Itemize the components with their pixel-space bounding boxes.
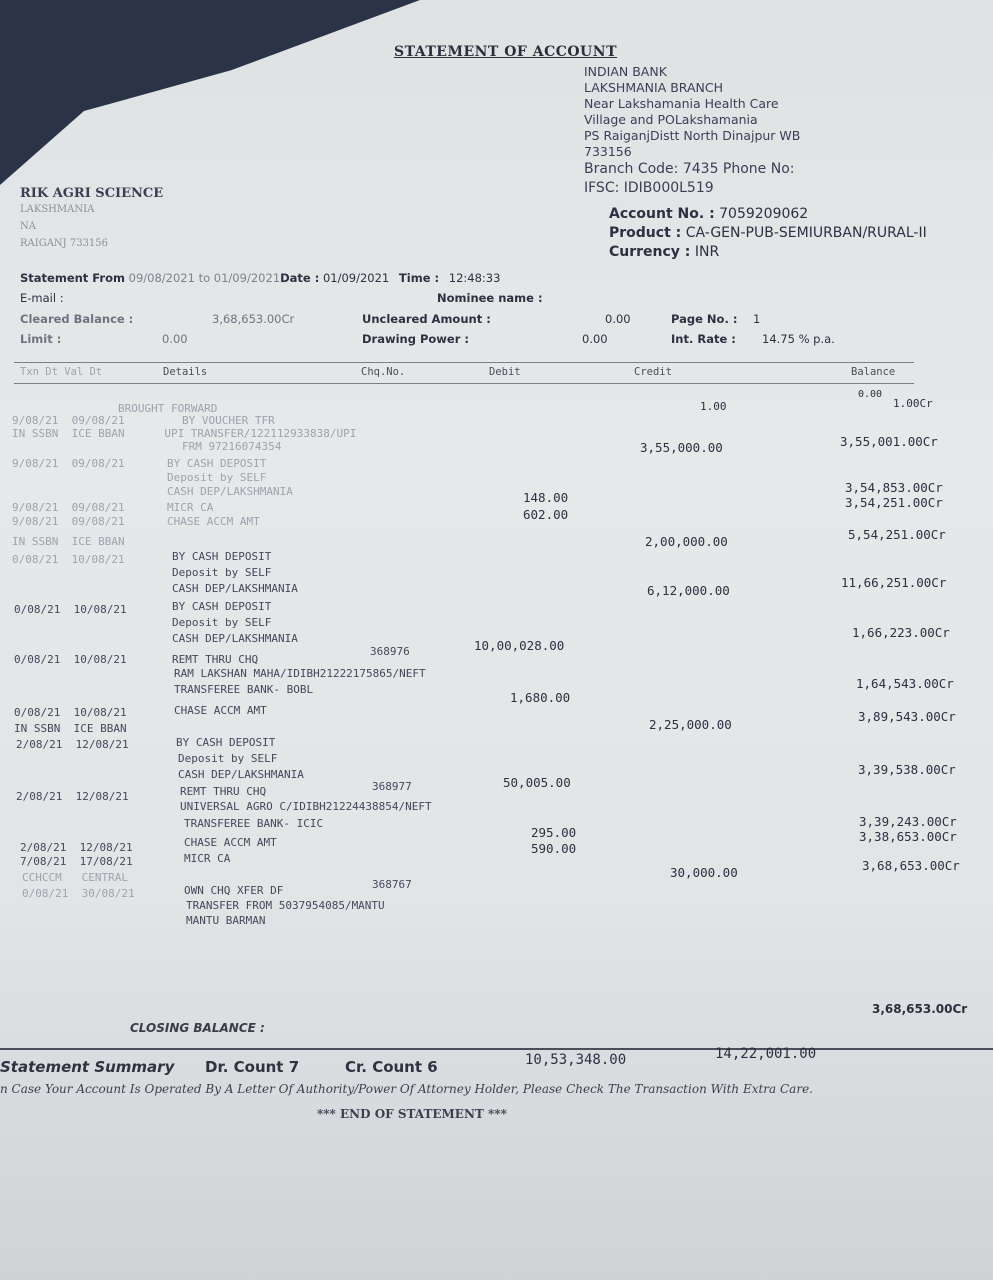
uncleared-amount-value: 0.00 <box>605 312 631 326</box>
balance-cell: 1,64,543.00Cr <box>856 676 954 691</box>
debit-total: 10,53,348.00 <box>525 1052 627 1068</box>
end-of-statement: *** END OF STATEMENT *** <box>317 1107 507 1121</box>
balance-cell: 3,55,001.00Cr <box>840 434 938 449</box>
account-no-value: 7059209062 <box>719 206 809 222</box>
account-info-block <box>609 205 927 262</box>
txn-dates: 0/08/21 10/08/21 <box>14 653 127 666</box>
credit-cell: 30,000.00 <box>670 865 738 880</box>
product-label: Product : <box>609 225 682 241</box>
txn-details: IN SSBN ICE BBAN <box>12 535 125 548</box>
txn-details: REMT THRU CHQ <box>180 785 267 798</box>
bank-line: Near Lakshamania Health Care <box>584 96 779 111</box>
balance-cell: 1.00Cr <box>893 397 933 410</box>
dr-count: Dr. Count 7 <box>205 1058 300 1076</box>
page-no-label: Page No. : <box>671 312 738 326</box>
bank-line: Branch Code: 7435 Phone No: <box>584 161 795 177</box>
txn-details: OWN CHQ XFER DF <box>184 884 284 897</box>
txn-details: BY CASH DEPOSIT <box>176 736 276 749</box>
statement-period <box>20 271 500 285</box>
txn-details: FRM 97216074354 <box>182 440 282 453</box>
col-header-balance: Balance <box>851 366 896 378</box>
col-header-debit: Debit <box>489 366 521 378</box>
currency-value: INR <box>694 244 720 260</box>
to-label: to <box>198 271 211 285</box>
txn-dates: 0/08/21 30/08/21 <box>22 887 135 900</box>
balance-cell: 3,38,653.00Cr <box>859 829 957 844</box>
time-label: Time : <box>398 271 440 285</box>
interest-rate-value: 14.75 % p.a. <box>762 332 835 346</box>
txn-dates: 9/08/21 09/08/21 <box>12 414 125 427</box>
dark-background-corner <box>0 0 420 185</box>
currency-label: Currency : <box>609 244 691 260</box>
txn-dates: 0/08/21 10/08/21 <box>14 706 127 719</box>
bank-line: PS RaiganjDistt North Dinajpur WB <box>584 128 801 143</box>
txn-details: IN SSBN ICE BBAN <box>14 722 127 735</box>
txn-details: CHASE ACCM AMT <box>174 704 267 717</box>
txn-dates: 9/08/21 09/08/21 <box>12 457 125 470</box>
to-value: 01/09/2021 <box>213 271 281 285</box>
drawing-power-value: 0.00 <box>582 332 608 346</box>
txn-details: BY CASH DEPOSIT <box>167 457 267 470</box>
bank-line: LAKSHMANIA BRANCH <box>584 80 724 95</box>
bank-address-block <box>584 64 800 198</box>
customer-address-line: LAKSHMANIA <box>20 204 95 215</box>
debit-cell: 148.00 <box>523 490 569 505</box>
customer-block <box>20 186 163 252</box>
credit-cell: 2,00,000.00 <box>645 534 728 549</box>
txn-details: Deposit by SELF <box>167 471 267 484</box>
customer-address-line: RAIGANJ 733156 <box>20 238 109 249</box>
balance-cell: 0.00 <box>858 389 883 400</box>
txn-details: IN SSBN ICE BBAN UPI TRANSFER/122112933838/UPI <box>12 427 357 440</box>
txn-details: MICR CA <box>167 501 214 514</box>
page-no-value: 1 <box>753 312 761 326</box>
col-header-chq: Chq.No. <box>361 366 406 378</box>
chq-cell: 368977 <box>372 780 412 793</box>
brought-forward: BROUGHT FORWARD <box>118 402 218 415</box>
balance-cell: 5,54,251.00Cr <box>848 527 946 542</box>
statement-title: STATEMENT OF ACCOUNT <box>394 44 617 60</box>
balance-cell: 3,54,853.00Cr <box>845 480 943 495</box>
closing-balance-label: CLOSING BALANCE : <box>130 1021 265 1035</box>
col-header-credit: Credit <box>634 366 672 378</box>
table-header-rule <box>14 383 914 384</box>
txn-dates: 2/08/21 12/08/21 <box>16 790 129 803</box>
txn-details: BY VOUCHER TFR <box>182 414 275 427</box>
balance-cell: 3,68,653.00Cr <box>862 858 960 873</box>
txn-dates: 9/08/21 09/08/21 <box>12 515 125 528</box>
time-value: 12:48:33 <box>448 271 501 285</box>
footer-note: n Case Your Account Is Operated By A Letter Of Authority/Power Of Attorney Holder, Please Check The Transaction With Extra Care. <box>0 1082 813 1096</box>
credit-cell: 1.00 <box>700 400 727 413</box>
credit-total: 14,22,001.00 <box>715 1046 817 1062</box>
debit-cell: 590.00 <box>531 841 577 856</box>
txn-details: UNIVERSAL AGRO C/IDIBH21224438854/NEFT <box>180 800 432 813</box>
summary-rule <box>0 1048 993 1050</box>
balance-cell: 3,89,543.00Cr <box>858 709 956 724</box>
limit-value: 0.00 <box>162 332 188 346</box>
balance-cell: 3,39,538.00Cr <box>858 762 956 777</box>
txn-details: CASH DEP/LAKSHMANIA <box>172 632 298 645</box>
balance-cell: 3,54,251.00Cr <box>845 495 943 510</box>
txn-dates: 0/08/21 10/08/21 <box>12 553 125 566</box>
bank-line: IFSC: IDIB000L519 <box>584 180 714 196</box>
txn-details: CASH DEP/LAKSHMANIA <box>172 582 298 595</box>
closing-balance-value: 3,68,653.00Cr <box>872 1002 968 1016</box>
credit-cell: 3,55,000.00 <box>640 440 723 455</box>
txn-dates: 0/08/21 10/08/21 <box>14 603 127 616</box>
bank-line: INDIAN BANK <box>584 64 667 79</box>
txn-details: MICR CA <box>184 852 231 865</box>
txn-details: Deposit by SELF <box>172 616 272 629</box>
col-header-dates: Txn Dt Val Dt <box>20 366 103 378</box>
txn-details: MANTU BARMAN <box>186 914 266 927</box>
txn-details: BY CASH DEPOSIT <box>172 600 272 613</box>
nominee-label: Nominee name : <box>437 291 543 305</box>
cleared-balance-label: Cleared Balance : <box>20 312 134 326</box>
statement-from-value: 09/08/2021 <box>128 271 195 285</box>
credit-cell: 6,12,000.00 <box>647 583 730 598</box>
txn-details: Deposit by SELF <box>172 566 272 579</box>
credit-cell: 2,25,000.00 <box>649 717 732 732</box>
cr-count: Cr. Count 6 <box>345 1058 438 1076</box>
email-label: E-mail : <box>20 291 64 305</box>
txn-details: CASH DEP/LAKSHMANIA <box>167 485 293 498</box>
customer-address-line: NA <box>20 221 36 232</box>
interest-rate-label: Int. Rate : <box>671 332 736 346</box>
txn-details: CHASE ACCM AMT <box>167 515 260 528</box>
txn-dates: 7/08/21 17/08/21 <box>20 855 133 868</box>
col-header-details: Details <box>163 366 208 378</box>
txn-details: Deposit by SELF <box>178 752 278 765</box>
bank-line: Village and POLakshamania <box>584 112 758 127</box>
txn-details: RAM LAKSHAN MAHA/IDIBH21222175865/NEFT <box>174 667 426 680</box>
chq-cell: 368767 <box>372 878 412 891</box>
balance-cell: 11,66,251.00Cr <box>841 575 947 590</box>
statement-from-label: Statement From <box>20 271 125 285</box>
txn-dates: CCHCCM CENTRAL <box>22 871 128 884</box>
table-top-rule <box>14 362 914 363</box>
date-label: Date : <box>280 271 320 285</box>
statement-summary-label: Statement Summary <box>0 1058 175 1076</box>
debit-cell: 295.00 <box>531 825 577 840</box>
cleared-balance-value: 3,68,653.00Cr <box>212 312 295 326</box>
txn-details: CHASE ACCM AMT <box>184 836 277 849</box>
txn-dates: 2/08/21 12/08/21 <box>16 738 129 751</box>
txn-details: TRANSFEREE BANK- BOBL <box>174 683 314 696</box>
txn-details: TRANSFER FROM 5037954085/MANTU <box>186 899 385 912</box>
bank-line: 733156 <box>584 144 632 159</box>
debit-cell: 602.00 <box>523 507 569 522</box>
chq-cell: 368976 <box>370 645 410 658</box>
txn-dates: 2/08/21 12/08/21 <box>20 841 133 854</box>
txn-details: BY CASH DEPOSIT <box>172 550 272 563</box>
customer-name: RIK AGRI SCIENCE <box>20 186 164 201</box>
txn-details: REMT THRU CHQ <box>172 653 259 666</box>
balance-cell: 3,39,243.00Cr <box>859 814 957 829</box>
drawing-power-label: Drawing Power : <box>362 332 469 346</box>
txn-dates: 9/08/21 09/08/21 <box>12 501 125 514</box>
debit-cell: 50,005.00 <box>503 775 571 790</box>
debit-cell: 10,00,028.00 <box>474 638 565 653</box>
debit-cell: 1,680.00 <box>510 690 571 705</box>
product-value: CA-GEN-PUB-SEMIURBAN/RURAL-II <box>685 225 927 241</box>
account-no-label: Account No. : <box>609 206 715 222</box>
uncleared-amount-label: Uncleared Amount : <box>362 312 491 326</box>
limit-label: Limit : <box>20 332 62 346</box>
balance-cell: 1,66,223.00Cr <box>852 625 950 640</box>
txn-details: CASH DEP/LAKSHMANIA <box>178 768 304 781</box>
date-value: 01/09/2021 <box>322 271 390 285</box>
txn-details: TRANSFEREE BANK- ICIC <box>184 817 324 830</box>
